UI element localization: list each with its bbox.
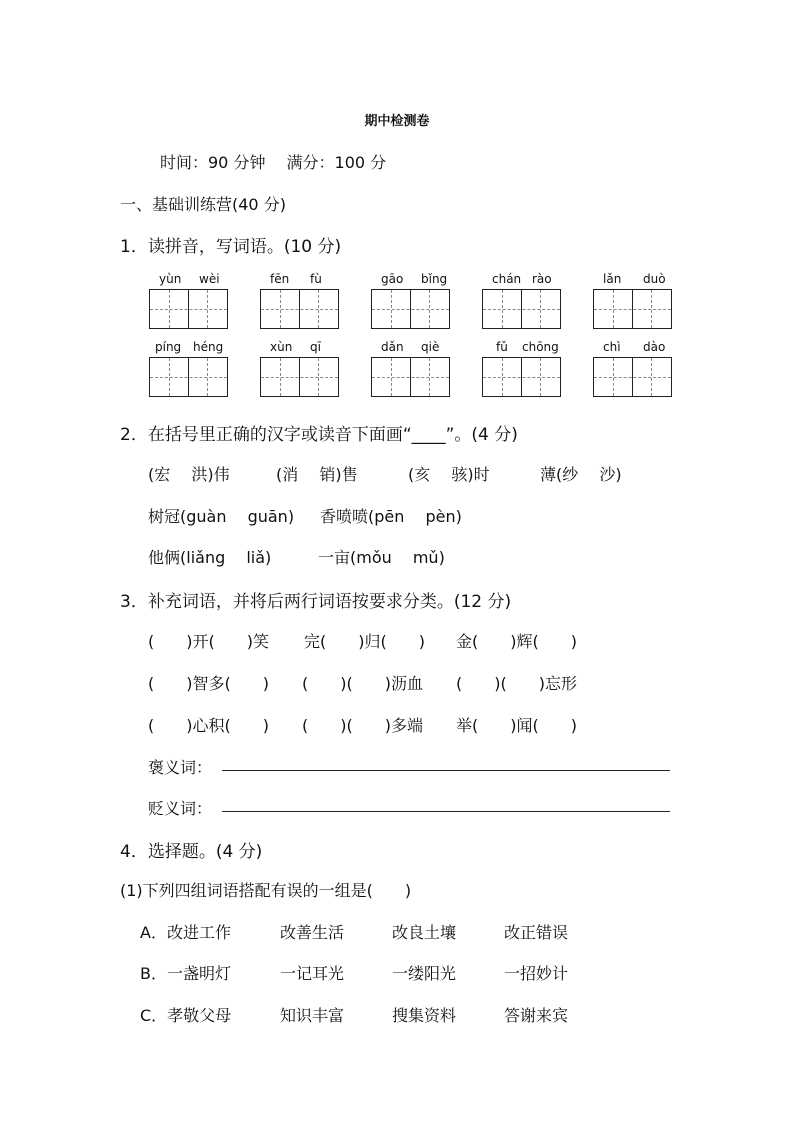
pinyin-cell — [593, 272, 672, 332]
writing-box[interactable] — [149, 357, 228, 397]
pinyin-cell — [260, 272, 339, 332]
choice-item[interactable]: (宏 洪)伟 — [148, 465, 230, 484]
pinyin-grid-row-2 — [149, 340, 673, 400]
option-word: 知识丰富 — [280, 1006, 345, 1025]
pinyin-syllable: xùn — [270, 340, 293, 354]
pinyin-syllable: rào — [532, 272, 552, 286]
option-word: 改正错误 — [504, 923, 569, 942]
pinyin-syllable: yùn — [159, 272, 182, 286]
pinyin-syllable: dǎn — [381, 340, 404, 354]
pinyin-cell — [149, 340, 228, 400]
writing-box[interactable] — [482, 357, 561, 397]
question-1-heading: 1．读拼音，写词语。(10 分) — [120, 237, 342, 257]
idiom-fill[interactable]: 金( )辉( ) — [456, 632, 577, 651]
option-a[interactable]: A．改进工作 — [140, 923, 231, 942]
writing-box[interactable] — [371, 289, 450, 329]
pinyin-cell — [371, 272, 450, 332]
pinyin-syllable: fǔ — [496, 340, 508, 354]
pinyin-syllable: fù — [310, 272, 322, 286]
idiom-fill[interactable]: ( )( )沥血 — [302, 674, 423, 693]
question-3-heading: 3．补充词语，并将后两行词语按要求分类。(12 分) — [120, 592, 512, 612]
negative-words-answer-line[interactable] — [222, 811, 670, 812]
pinyin-syllable: chōng — [522, 340, 559, 354]
pinyin-syllable: chì — [603, 340, 621, 354]
pinyin-syllable: fēn — [270, 272, 290, 286]
option-word: 改良土壤 — [392, 923, 457, 942]
idiom-fill[interactable]: ( )( )多端 — [302, 716, 423, 735]
option-word: 答谢来宾 — [504, 1006, 569, 1025]
positive-words-label: 褒义词： — [148, 758, 213, 777]
idiom-fill[interactable]: ( )开( )笑 — [148, 632, 269, 651]
writing-box[interactable] — [593, 357, 672, 397]
idiom-fill[interactable]: ( )心积( ) — [148, 716, 269, 735]
pinyin-syllable: qī — [310, 340, 321, 354]
pinyin-syllable: héng — [193, 340, 224, 354]
pinyin-cell — [260, 340, 339, 400]
choice-item[interactable]: 薄(纱 沙) — [540, 465, 622, 484]
pinyin-syllable: píng — [155, 340, 182, 354]
exam-meta: 时间：90 分钟 满分：100 分 — [160, 153, 387, 172]
positive-words-answer-line[interactable] — [222, 770, 670, 771]
writing-box[interactable] — [149, 289, 228, 329]
pinyin-cell — [593, 340, 672, 400]
idiom-fill[interactable]: 举( )闻( ) — [456, 716, 577, 735]
question-4-heading: 4．选择题。(4 分) — [120, 842, 263, 862]
idiom-fill[interactable]: ( )智多( ) — [148, 674, 269, 693]
pinyin-syllable: wèi — [199, 272, 220, 286]
page-title: 期中检测卷 — [364, 114, 430, 129]
sub-question-1: (1)下列四组词语搭配有误的一组是( ) — [120, 881, 412, 900]
section-heading: 一、基础训练营(40 分) — [120, 195, 286, 214]
writing-box[interactable] — [260, 289, 339, 329]
choice-item[interactable]: 他俩(liǎng liǎ) — [148, 548, 272, 567]
question-2-heading: 2．在括号里正确的汉字或读音下面画“____”。(4 分) — [120, 425, 518, 445]
choice-item[interactable]: 香喷喷(pēn pèn) — [320, 507, 462, 526]
choice-item[interactable]: (亥 骇)时 — [408, 465, 490, 484]
pinyin-syllable: dào — [643, 340, 666, 354]
writing-box[interactable] — [371, 357, 450, 397]
option-word: 改善生活 — [280, 923, 345, 942]
pinyin-syllable: bǐng — [421, 272, 448, 286]
pinyin-cell — [482, 340, 561, 400]
pinyin-grid-row-1 — [149, 272, 673, 332]
choice-item[interactable]: 一亩(mǒu mǔ) — [318, 548, 445, 567]
writing-box[interactable] — [593, 289, 672, 329]
option-c[interactable]: C．孝敬父母 — [140, 1006, 232, 1025]
option-b[interactable]: B．一盏明灯 — [140, 964, 231, 983]
idiom-fill[interactable]: 完( )归( ) — [304, 632, 425, 651]
writing-box[interactable] — [482, 289, 561, 329]
option-word: 一记耳光 — [280, 964, 345, 983]
option-word: 一缕阳光 — [392, 964, 457, 983]
pinyin-syllable: duò — [643, 272, 666, 286]
option-word: 一招妙计 — [504, 964, 569, 983]
idiom-fill[interactable]: ( )( )忘形 — [456, 674, 577, 693]
option-word: 搜集资料 — [392, 1006, 457, 1025]
pinyin-syllable: qiè — [421, 340, 440, 354]
pinyin-cell — [482, 272, 561, 332]
pinyin-cell — [371, 340, 450, 400]
pinyin-syllable: gāo — [381, 272, 404, 286]
writing-box[interactable] — [260, 357, 339, 397]
negative-words-label: 贬义词： — [148, 799, 213, 818]
choice-item[interactable]: 树冠(guàn guān) — [148, 507, 295, 526]
pinyin-syllable: lǎn — [603, 272, 622, 286]
choice-item[interactable]: (消 销)售 — [276, 465, 358, 484]
pinyin-cell — [149, 272, 228, 332]
pinyin-syllable: chán — [492, 272, 522, 286]
